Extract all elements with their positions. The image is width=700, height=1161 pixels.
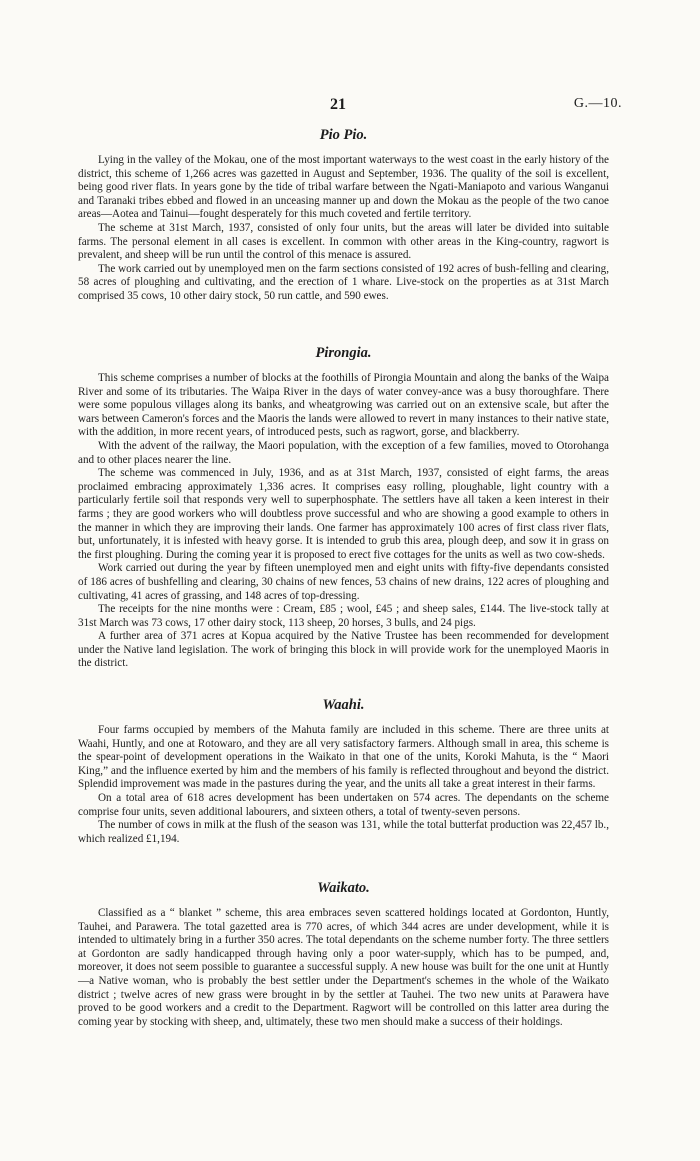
document-code: G.—10. — [573, 96, 622, 111]
paragraph: Four farms occupied by members of the Mahuta family are included in this scheme. There are three units at Waahi, Huntly, and one at Rotowaro, and they are all very satisfactory farmers. Although small in area, this scheme is the spear-point of development operations in the Waikato in that one of the units, Koroki Mahuta, is the “ Maori King,” and the influence exerted by him and the members of his family is reflected throughout and beyond the district. Splendid improvement was made in the pastures during the year, and the units all take a great interest in their farms. — [78, 724, 609, 791]
page-header — [0, 96, 700, 116]
paragraph: The number of cows in milk at the flush of the season was 131, while the total butterfat production was 22,457 lb., which realized £1,194. — [78, 819, 609, 845]
section-title: Pirongia. — [315, 345, 372, 361]
section-pio-pio — [78, 127, 609, 304]
paragraph: Classified as a “ blanket ” scheme, this area embraces seven scattered holdings located at Gordonton, Huntly, Tauhei, and Parawera. The total gazetted area is 770 acres, of which 344 acres are under development, while it is intended to ultimately bring in a further 350 acres. The total dependants on the scheme number forty. The three settlers at Gordonton are sadly handicapped through having only a poor water-supply, which has to be pumped, and, moreover, it does not seem possible to guarantee a successful supply. A new house was built for the one unit at Huntly—a Native woman, who is probably the best settler under the Department's schemes in the whole of the Waikato district ; twelve acres of new grass were brought in by the settler at Tauhei. The two new units at Parawera have proved to be good workers and a credit to the Department. Ragwort will be controlled on this latter area during the coming year by stocking with sheep, and, ultimately, these two men should make a success of their holdings. — [78, 907, 609, 1028]
section-title: Waikato. — [317, 880, 370, 896]
page-number: 21 — [330, 96, 346, 113]
paragraph: With the advent of the railway, the Maori population, with the exception of a few families, moved to Otorohanga and to other places nearer the line. — [78, 439, 609, 466]
paragraph: The scheme at 31st March, 1937, consisted of only four units, but the areas will later be divided into suitable farms. The personal element in all cases is excellent. In common with other areas in the King-country, ragwort is prevalent, and sheep will be run until the control of this menace is assured. — [78, 221, 609, 262]
paragraph: The scheme was commenced in July, 1936, and as at 31st March, 1937, consisted of eight farms, the areas proclaimed embracing approximately 1,336 acres. It comprises easy rolling, ploughable, light country with a particularly fertile soil that responds very well to superphosphate. The settlers have all taken a keen interest in their farms ; they are good workers who will doubtless prove successful and who are showing a good example to others in the manner in which they are improving their lands. One farmer has approximately 100 acres of first class river flats, but, unfortunately, it is infested with heavy gorse. It is intended to grub this area, plough deep, and sow it in grass on the first ploughing. During the coming year it is proposed to erect five cottages for the units as well as two cow-sheds. — [78, 467, 609, 561]
section-waahi — [78, 697, 609, 846]
paragraph: The work carried out by unemployed men on the farm sections consisted of 192 acres of bush-felling and clearing, 58 acres of ploughing and cultivating, and the erection of 1 whare. Live-stock on the properties as at 31st March comprised 35 cows, 10 other dairy stock, 50 run cattle, and 590 ewes. — [78, 262, 609, 302]
paragraph: A further area of 371 acres at Kopua acquired by the Native Trustee has been recommended for development under the Native land legislation. The work of bringing this block in will provide work for the unemployed Maoris in the district. — [78, 630, 609, 670]
section-title: Waahi. — [322, 697, 365, 713]
section-waikato — [78, 880, 609, 1029]
section-pirongia — [78, 345, 609, 671]
section-title: Pio Pio. — [319, 127, 368, 143]
paragraph: Lying in the valley of the Mokau, one of the most important waterways to the west coast in the early history of the district, this scheme of 1,266 acres was gazetted in August and September, 1936. The quality of the soil is excellent, being good river flats. In years gone by the tide of tribal warfare between the Ngati-Maniapoto and various Wanganui and Taranaki tribes ebbed and flowed in an unceasing manner up and down the Mokau as the people of the two canoe areas—Aotea and Tainui—fought desperately for this much coveted and fertile territory. — [78, 154, 609, 221]
paragraph: The receipts for the nine months were : Cream, £85 ; wool, £45 ; and sheep sales, £144. The live-stock tally at 31st March was 73 cows, 17 other dairy stock, 113 sheep, 20 horses, 3 bulls, and 24 pigs. — [78, 603, 609, 629]
paragraph: Work carried out during the year by fifteen unemployed men and eight units with fifty-five dependants consisted of 186 acres of bushfelling and clearing, 30 chains of new fences, 53 chains of new drains, 122 acres of ploughing and cultivating, 41 acres of grassing, and 148 acres of top-dressing. — [78, 562, 609, 602]
paragraph: This scheme comprises a number of blocks at the foothills of Pirongia Mountain and along the banks of the Waipa River and some of its tributaries. The Waipa River in the days of water convey-ance was a busy thoroughfare. There were some populous villages along its banks, and wheatgrowing was carried out on an extensive scale, but after the wars between Cameron's forces and the Maoris the lands were allowed to revert in many instances to their native state, with the addition, in more recent years, of introduced pests, such as ragwort, gorse, and blackberry. — [78, 372, 609, 439]
paragraph: On a total area of 618 acres development has been undertaken on 574 acres. The dependants on the scheme comprise four units, seven additional labourers, and sixteen others, a total of twenty-seven persons. — [78, 791, 609, 818]
